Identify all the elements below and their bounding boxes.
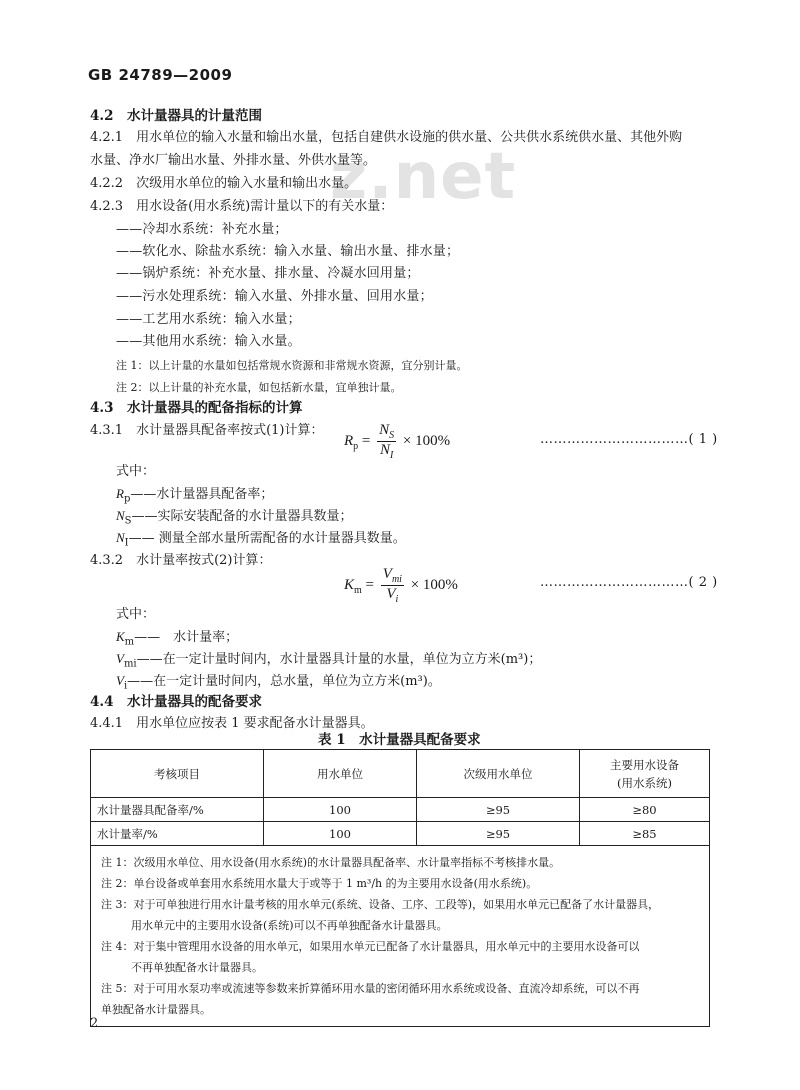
definition-km: $K_m——$ 水计量率；: [116, 629, 239, 648]
list-item: ——工艺用水系统：输入水量；: [116, 312, 301, 327]
header-cell: 用水单位: [264, 750, 417, 798]
header-cell: 主要用水设备 (用水系统): [580, 750, 710, 798]
definition-ns: $N_S——$实际安装配备的水计量器具数量；: [116, 508, 353, 527]
table-note-1: 注 1：次级用水单位、用水设备(用水系统)的水计量器具配备率、水计量率指标不考核排水量。: [101, 856, 561, 869]
table-caption: 表 1 水计量器具配备要求: [318, 732, 481, 748]
list-item: ——软化水、除盐水系统：输入水量、输出水量、排水量；: [116, 244, 460, 259]
table-cell: 100: [264, 822, 417, 846]
table-cell: ≥85: [580, 822, 710, 846]
header-cell: 次级用水单位: [417, 750, 580, 798]
table-note-3-cont: 用水单元中的主要用水设备(系统)可以不再单独配备水计量器具。: [131, 919, 448, 932]
clause-4-3-1: 4.3.1 水计量器具配备率按式(1)计算：: [90, 423, 324, 438]
formula-1-lhs: R: [344, 432, 354, 449]
table-note-4-cont: 不再单独配备水计量器具。: [131, 961, 263, 974]
definition-vi: $V_i——$在一定计量时间内，总水量，单位为立方米(m³)。: [116, 673, 441, 692]
list-item: ——污水处理系统：输入水量、外排水量、回用水量；: [116, 289, 433, 304]
table-row: [91, 798, 710, 822]
section-4-2-heading: 4.2 水计量器具的计量范围: [90, 108, 262, 124]
table-notes-row: [91, 846, 710, 1027]
table-cell: ≥80: [580, 798, 710, 822]
row-label: 水计量器具配备率/%: [91, 798, 264, 822]
requirements-table: [90, 749, 710, 1027]
clause-4-2-1-line1: 4.2.1 用水单位的输入水量和输出水量，包括自建供水设施的供水量、公共供水系统供水量、其他外购: [90, 130, 683, 145]
definition-rp: $R_p——$水计量器具配备率；: [116, 486, 274, 505]
header-cell: 考核项目: [91, 750, 264, 798]
list-item: ——冷却水系统：补充水量；: [116, 222, 288, 237]
table-cell: 100: [264, 798, 417, 822]
table-notes: [91, 846, 710, 1027]
clause-4-2-3: 4.2.3 用水设备(用水系统)需计量以下的有关水量：: [90, 199, 394, 214]
table-note-5-cont: 单独配备水计量器具。: [101, 1003, 211, 1016]
list-item: ——锅炉系统：补充水量、排水量、冷凝水回用量；: [116, 266, 420, 281]
clause-4-3-2: 4.3.2 水计量率按式(2)计算：: [90, 553, 272, 568]
table-note-5: 注 5：对于可用水泵功率或流速等参数来折算循环用水量的密闭循环用水系统或设备、直流冷却系统，可以不再: [101, 982, 640, 995]
list-item: ——其他用水系统：输入水量。: [116, 334, 301, 349]
table-note-2: 注 2：单台设备或单套用水系统用水量大于或等于 1 m³/h 的为主要用水设备(用水系统)。: [101, 877, 538, 890]
section-4-4-heading: 4.4 水计量器具的配备要求: [90, 694, 262, 710]
watermark: z.net: [330, 140, 517, 214]
note-2: 注 2：以上计量的补充水量，如包括新水量，宜单独计量。: [116, 381, 402, 394]
definition-ni: $N_I——$ 测量全部水量所需配备的水计量器具数量。: [116, 530, 406, 549]
clause-4-2-2: 4.2.2 次级用水单位的输入水量和输出水量。: [90, 176, 358, 191]
formula-1: $R_p$ = $\frac{N_S}{N_I}$ × 100%: [344, 422, 451, 461]
definition-vmi: $V_{mi}——$在一定计量时间内，水计量器具计量的水量，单位为立方米(m³)；: [116, 651, 542, 670]
standard-code: GB 24789—2009: [88, 66, 233, 84]
formula-2: $K_m$ = $\frac{V_{mi}}{V_i}$ × 100%: [344, 566, 458, 605]
row-label: 水计量率/%: [91, 822, 264, 846]
section-4-3-heading: 4.3 水计量器具的配备指标的计算: [90, 400, 303, 416]
note-1: 注 1：以上计量的水量如包括常规水资源和非常规水资源，宜分别计量。: [116, 359, 468, 372]
where-label: 式中：: [116, 607, 156, 622]
page-number: 2: [90, 1016, 99, 1031]
table-row: [91, 822, 710, 846]
equation-number-2: ……………………………( 2 ): [540, 575, 718, 590]
table-cell: ≥95: [417, 798, 580, 822]
clause-4-4-1: 4.4.1 用水单位应按表 1 要求配备水计量器具。: [90, 716, 374, 731]
table-cell: ≥95: [417, 822, 580, 846]
where-label: 式中：: [116, 464, 156, 479]
table-header-row: [91, 750, 710, 798]
equation-number-1: ……………………………( 1 ): [540, 432, 718, 447]
table-note-4: 注 4：对于集中管理用水设备的用水单元，如果用水单元已配备了水计量器具，用水单元中的主要用水设备可以: [101, 940, 640, 953]
table-note-3: 注 3：对于可单独进行用水计量考核的用水单元(系统、设备、工序、工段等)，如果用水单元已配备了水计量器具，: [101, 898, 660, 911]
clause-4-2-1-line2: 水量、净水厂输出水量、外排水量、外供水量等。: [90, 153, 377, 168]
